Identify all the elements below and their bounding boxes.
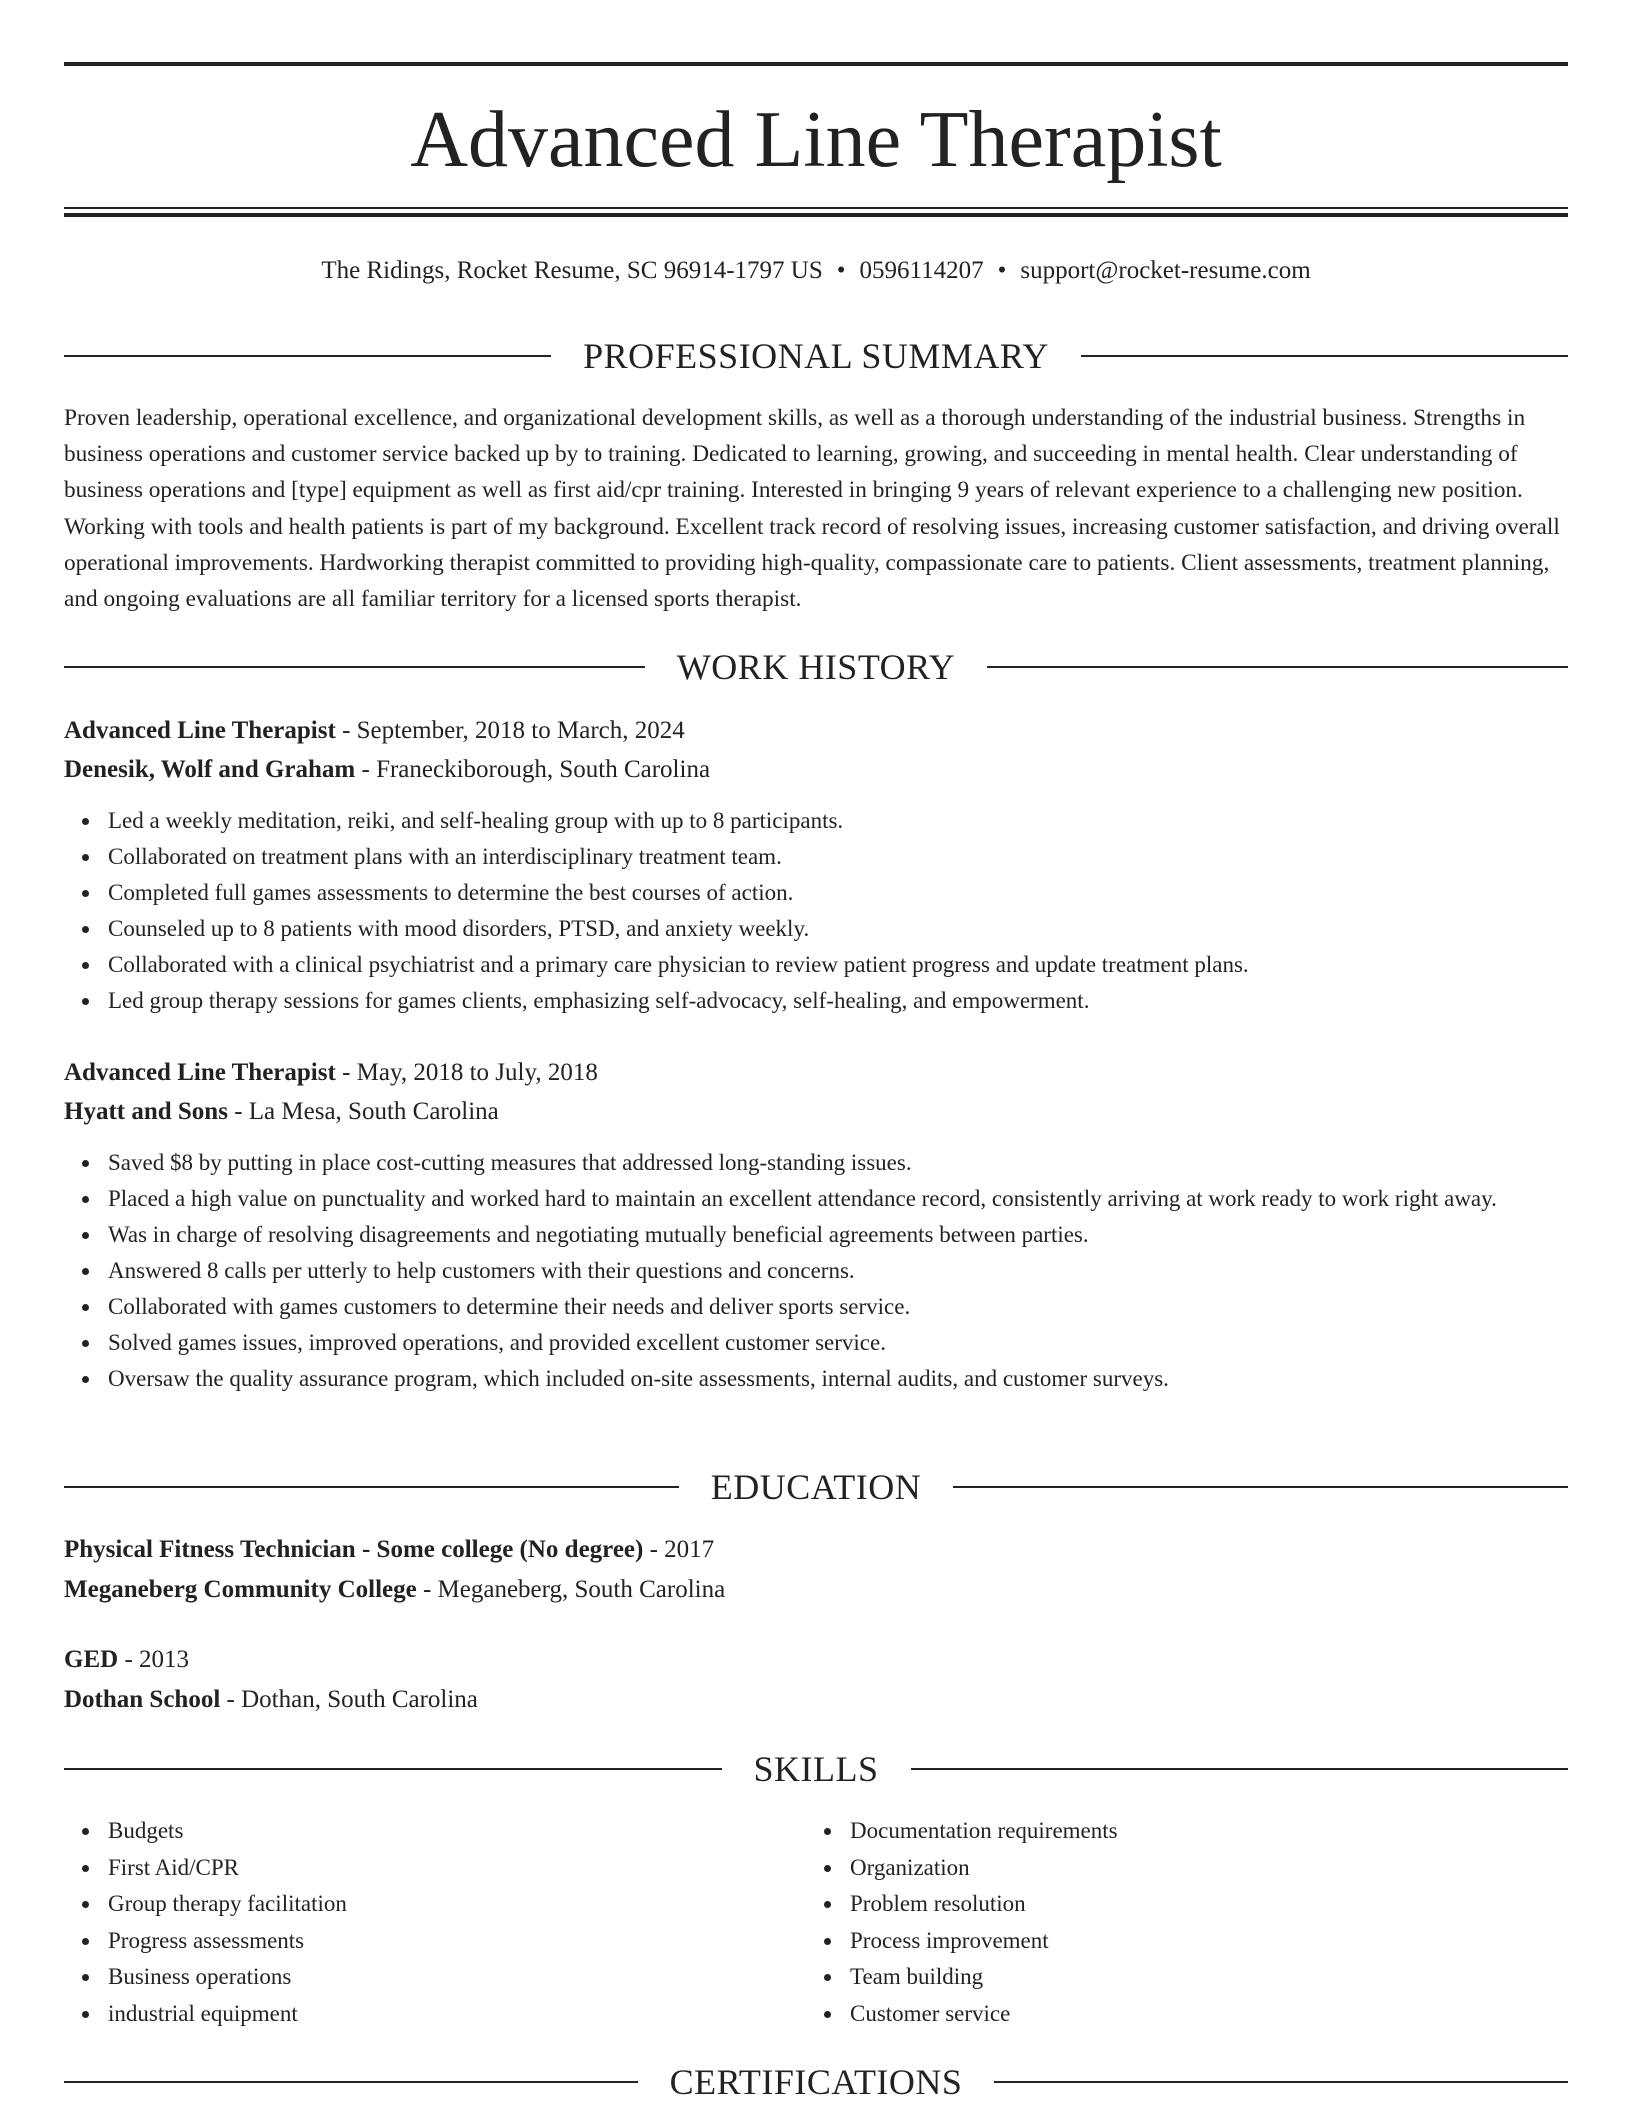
job-company: Hyatt and Sons: [64, 1098, 228, 1125]
section-title: CERTIFICATIONS: [669, 2062, 963, 2102]
skill-item: Progress assessments: [108, 1923, 806, 1960]
skill-item: Customer service: [850, 1996, 1548, 2033]
job-bullet: Solved games issues, improved operations, and provided excellent customer service.: [108, 1325, 1568, 1361]
job-bullet: Completed full games assessments to determine the best courses of action.: [108, 875, 1568, 911]
job-entry: [64, 711, 1568, 1019]
contact-separator: •: [997, 257, 1007, 284]
job-dates: - May, 2018 to July, 2018: [335, 1059, 598, 1086]
skills-columns: [64, 1813, 1568, 2033]
heading-rule: [987, 666, 1568, 668]
education-location: - Meganeberg, South Carolina: [416, 1576, 726, 1603]
skill-item: Budgets: [108, 1813, 806, 1850]
education-year: - 2013: [118, 1646, 190, 1673]
top-divider: [64, 62, 1568, 66]
skill-item: Documentation requirements: [850, 1813, 1548, 1850]
job-bullet: Placed a high value on punctuality and worked hard to maintain an excellent attendance record, consistently arriving at work ready to work right away.: [108, 1181, 1568, 1217]
heading-rule: [1081, 355, 1568, 357]
section-heading-summary: [64, 336, 1568, 376]
skills-list: [64, 1813, 806, 2033]
section-heading-education: [64, 1467, 1568, 1507]
job-bullet: Saved $8 by putting in place cost-cutting measures that addressed long-standing issues.: [108, 1145, 1568, 1181]
section-title: PROFESSIONAL SUMMARY: [583, 336, 1049, 376]
contact-line: [64, 255, 1568, 287]
job-bullet: Led group therapy sessions for games clients, emphasizing self-advocacy, self-healing, and empowerment.: [108, 983, 1568, 1019]
job-bullet: Was in charge of resolving disagreements and negotiating mutually beneficial agreements between parties.: [108, 1217, 1568, 1253]
education-school-line: [64, 1680, 1568, 1720]
heading-rule: [64, 1486, 679, 1488]
heading-rule: [953, 1486, 1568, 1488]
job-bullet: Oversaw the quality assurance program, which included on-site assessments, internal audits, and customer surveys.: [108, 1361, 1568, 1397]
job-location: - La Mesa, South Carolina: [227, 1098, 499, 1125]
contact-address: The Ridings, Rocket Resume, SC 96914-1797 US: [321, 257, 823, 284]
job-bullet: Answered 8 calls per utterly to help customers with their questions and concerns.: [108, 1253, 1568, 1289]
summary-paragraph: Proven leadership, operational excellence, and organizational development skills, as well as a thorough understanding of the industrial business. Strengths in business operations and customer service backed up by to training. Dedicated to learning, growing, and succeeding in mental health. Clear understanding of business operations and [type] equipment as well as first aid/cpr training. Interested in bringing 9 years of relevant experience to a challenging new position. Working with tools and health patients is part of my background. Excellent track record of resolving issues, increasing customer satisfaction, and driving overall operational improvements. Hardworking therapist committed to providing high-quality, compassionate care to patients. Client assessments, treatment planning, and ongoing evaluations are all familiar territory for a licensed sports therapist.: [64, 405, 1560, 613]
job-bullets: [64, 1145, 1568, 1397]
contact-separator: •: [836, 257, 846, 284]
job-title-line: [64, 711, 1568, 750]
skill-item: Group therapy facilitation: [108, 1886, 806, 1923]
skill-item: industrial equipment: [108, 1996, 806, 2033]
education-school: Dothan School: [64, 1686, 221, 1713]
heading-rule: [64, 666, 645, 668]
section-title: WORK HISTORY: [676, 647, 956, 687]
job-entry: [64, 1053, 1568, 1397]
job-bullet: Counseled up to 8 patients with mood disorders, PTSD, and anxiety weekly.: [108, 911, 1568, 947]
section-title: SKILLS: [753, 1749, 879, 1789]
job-bullets: [64, 803, 1568, 1019]
education-degree-line: [64, 1640, 1568, 1680]
skills-column-right: [806, 1813, 1548, 2033]
job-bullet: Collaborated on treatment plans with an interdisciplinary treatment team.: [108, 839, 1568, 875]
job-bullet: Collaborated with a clinical psychiatrist and a primary care physician to review patient progress and update treatment plans.: [108, 947, 1568, 983]
education-degree-line: [64, 1530, 1568, 1570]
education-entry: [64, 1530, 1568, 1610]
job-bullet: Collaborated with games customers to determine their needs and deliver sports service.: [108, 1289, 1568, 1325]
contact-phone: 0596114207: [859, 257, 984, 284]
education-year: - 2017: [643, 1536, 715, 1563]
job-bullet: Led a weekly meditation, reiki, and self-healing group with up to 8 participants.: [108, 803, 1568, 839]
heading-rule: [994, 2081, 1568, 2083]
section-heading-work-history: [64, 647, 1568, 687]
heading-rule: [64, 2081, 638, 2083]
skill-item: Problem resolution: [850, 1886, 1548, 1923]
heading-rule: [64, 1768, 722, 1770]
contact-email: support@rocket-resume.com: [1020, 257, 1311, 284]
section-title: EDUCATION: [710, 1467, 922, 1507]
candidate-name: Advanced Line Therapist: [410, 96, 1222, 184]
heading-rule: [911, 1768, 1569, 1770]
education-entry: [64, 1640, 1568, 1720]
skills-column-left: [64, 1813, 806, 2033]
skill-item: Team building: [850, 1959, 1548, 1996]
header-double-divider: [64, 207, 1568, 217]
job-company-line: [64, 1092, 1568, 1131]
education-school: Meganeberg Community College: [64, 1576, 417, 1603]
job-dates: - September, 2018 to March, 2024: [335, 717, 685, 744]
skill-item: Organization: [850, 1850, 1548, 1887]
education-degree: GED: [64, 1646, 119, 1673]
job-location: - Franeckiborough, South Carolina: [355, 756, 711, 783]
skill-item: First Aid/CPR: [108, 1850, 806, 1887]
skill-item: Business operations: [108, 1959, 806, 1996]
education-location: - Dothan, South Carolina: [220, 1686, 478, 1713]
skills-list: [806, 1813, 1548, 2033]
job-company-line: [64, 750, 1568, 789]
section-heading-certifications: [64, 2062, 1568, 2102]
education-degree: Physical Fitness Technician - Some college (No degree): [64, 1536, 644, 1563]
job-company: Denesik, Wolf and Graham: [64, 756, 356, 783]
heading-rule: [64, 355, 551, 357]
job-title: Advanced Line Therapist: [64, 717, 336, 744]
job-title: Advanced Line Therapist: [64, 1059, 336, 1086]
skill-item: Process improvement: [850, 1923, 1548, 1960]
section-heading-skills: [64, 1749, 1568, 1789]
job-title-line: [64, 1053, 1568, 1092]
education-school-line: [64, 1570, 1568, 1610]
